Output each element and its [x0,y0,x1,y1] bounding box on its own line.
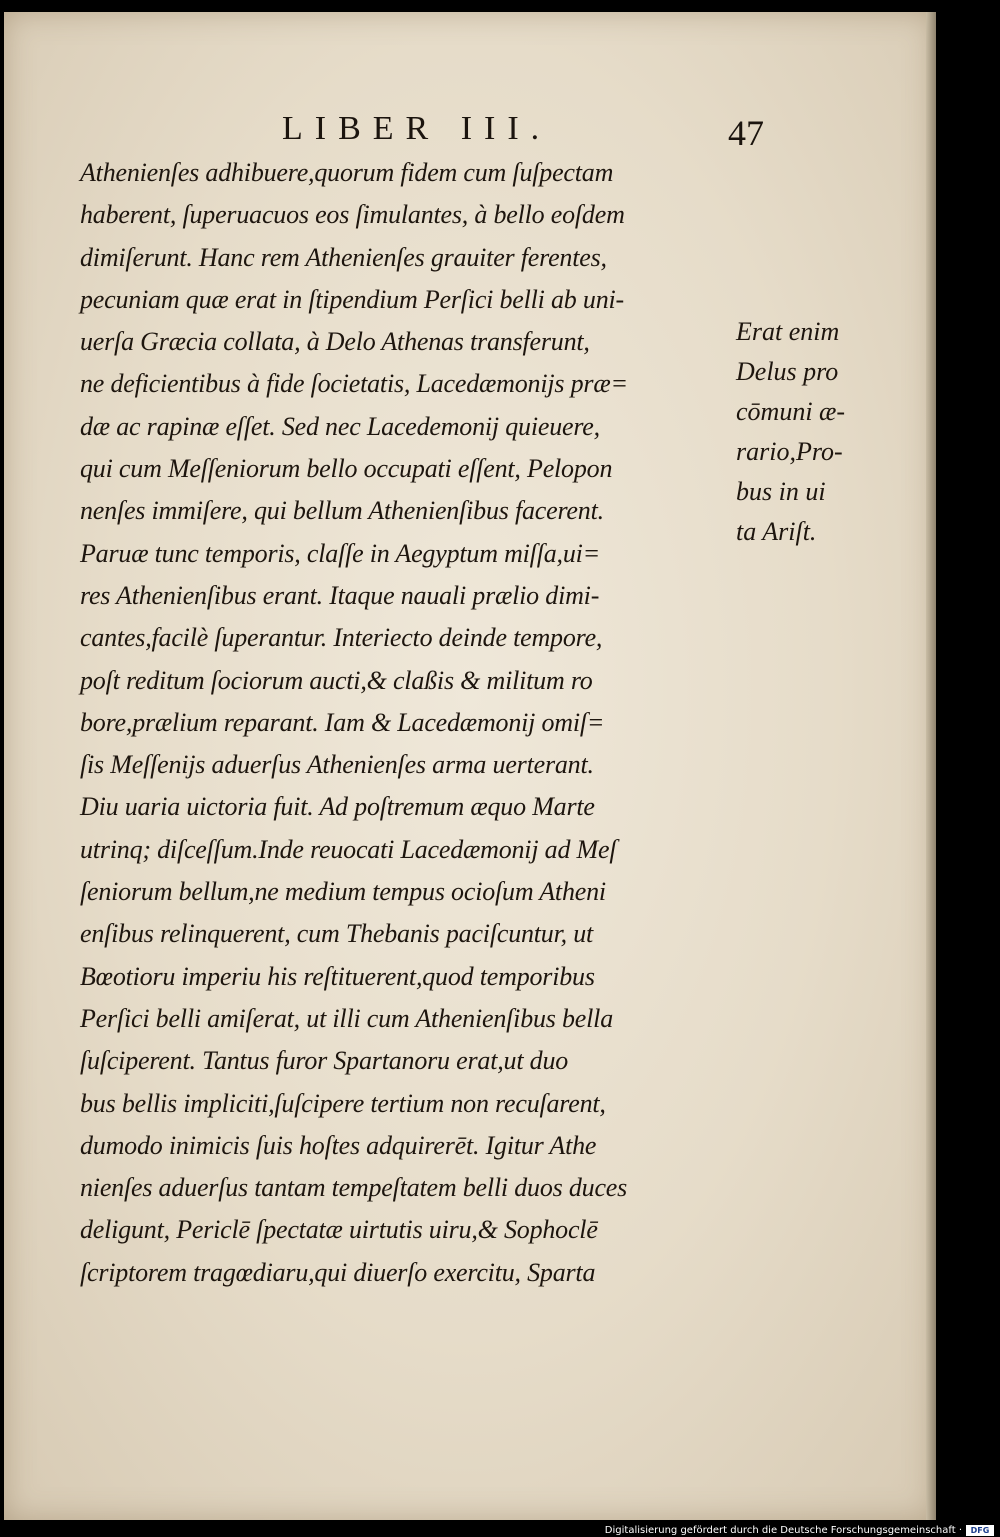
text-line: bus bellis impliciti,ſuſcipere tertium non recuſarent, [80,1088,606,1118]
text-line: ſis Meſſenijs aduerſus Athenienſes arma uerterant. [80,750,594,780]
text-line: deligunt, Periclē ſpectatæ uirtutis uiru,& Sophoclē [80,1215,598,1245]
main-text-block [80,152,720,1294]
running-head: LIBER III. [282,110,552,147]
marginal-line: Delus pro [736,357,839,386]
marginal-line: Erat enim [736,317,840,346]
marginal-line: bus in ui [736,477,826,506]
marginal-note [736,312,886,552]
text-line: ſeniorum bellum,ne medium tempus ocioſum Atheni [80,877,606,907]
text-line: Perſici belli amiſerat, ut illi cum Athenienſibus bella [80,1003,613,1033]
text-line: qui cum Meſſeniorum bello occupati eſſent, Pelopon [80,454,613,484]
page-header [0,110,930,154]
marginal-line: cōmuni æ- [736,397,846,426]
marginal-line: rario,Pro- [736,437,843,466]
text-line: ne deficientibus à fide ſocietatis, Lacedæmonijs præ= [80,369,628,399]
text-line: pecuniam quæ erat in ſtipendium Perſici belli ab uni- [80,284,624,314]
text-line: enſibus relinquerent, cum Thebanis paciſcuntur, ut [80,919,594,949]
text-line: uerſa Græcia collata, à Delo Athenas transferunt, [80,327,590,357]
text-line: nenſes immiſere, qui bellum Athenienſibus facerent. [80,496,604,526]
marginal-line: ta Ariſt. [736,517,817,546]
text-line: Paruæ tunc temporis, claſſe in Aegyptum miſſa,ui= [80,538,600,568]
text-line: Diu uaria uictoria fuit. Ad poſtremum æquo Marte [80,792,595,822]
text-line: nienſes aduerſus tantam tempeſtatem belli duos duces [80,1173,628,1203]
page-edge [926,12,936,1520]
text-line: Athenienſes adhibuere,quorum fidem cum ſuſpectam [80,158,614,187]
text-line: ſuſciperent. Tantus furor Spartanoru erat,ut duo [80,1046,569,1076]
text-line: utrinq; diſceſſum.Inde reuocati Lacedæmonij ad Meſ [80,834,617,864]
text-line: res Athenienſibus erant. Itaque nauali prælio dimi- [80,580,600,610]
funding-credit: Digitalisierung gefördert durch die Deutsche Forschungsgemeinschaft · [604,1525,962,1536]
text-line: cantes,facilè ſuperantur. Interiecto deinde tempore, [80,623,603,653]
dfg-logo: DFG [966,1525,994,1536]
text-line: dæ ac rapinæ eſſet. Sed nec Lacedemonij quieuere, [80,411,600,441]
text-line: dimiſerunt. Hanc rem Athenienſes grauiter ferentes, [80,242,607,272]
text-line: ſcriptorem tragœdiaru,qui diuerſo exercitu, Sparta [80,1257,596,1287]
page-number: 47 [728,113,764,153]
text-line: Bœotioru imperiu his reſtituerent,quod temporibus [80,961,595,991]
text-line: haberent, ſuperuacuos eos ſimulantes, à bello eoſdem [80,200,625,230]
text-line: poſt reditum ſociorum aucti,& claßis & militum ro [80,665,593,695]
text-line: bore,prælium reparant. Iam & Lacedæmonij omiſ= [80,707,605,737]
text-line: dumodo inimicis ſuis hoſtes adquirerēt. Igitur Athe [80,1130,597,1160]
